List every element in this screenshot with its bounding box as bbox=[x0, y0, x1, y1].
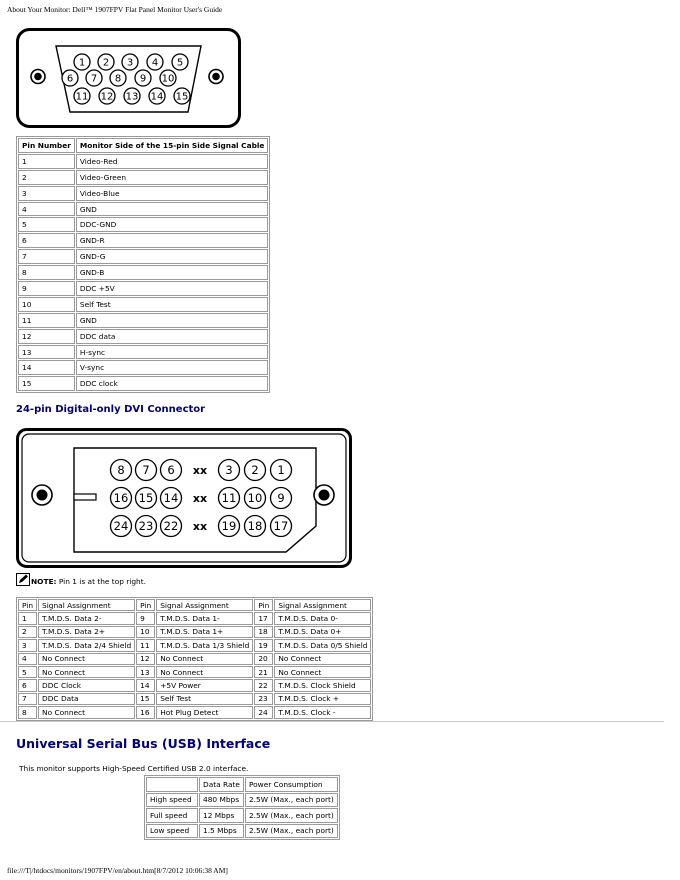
table-cell: 11 bbox=[18, 313, 75, 328]
table-row bbox=[18, 154, 268, 169]
table-cell: T.M.D.S. Data 0+ bbox=[274, 626, 371, 638]
table-row bbox=[18, 360, 268, 375]
dvi-blank-position: xx bbox=[192, 492, 208, 505]
vga-pin bbox=[110, 70, 126, 86]
section-divider bbox=[0, 721, 664, 722]
dvi-pin bbox=[136, 488, 157, 509]
table-cell: 6 bbox=[18, 233, 75, 248]
table-row bbox=[146, 808, 338, 823]
dvi-pin bbox=[161, 488, 182, 509]
table-row bbox=[18, 217, 268, 232]
column-header: Pin Number bbox=[18, 138, 75, 153]
table-cell: T.M.D.S. Data 2- bbox=[38, 612, 135, 624]
table-cell: Full speed bbox=[146, 808, 198, 823]
table-header-row bbox=[146, 777, 338, 792]
table-cell: T.M.D.S. Clock + bbox=[274, 693, 371, 705]
dvi-heading: 24-pin Digital-only DVI Connector bbox=[16, 404, 206, 415]
table-cell: 1 bbox=[18, 612, 37, 624]
dvi-pin bbox=[245, 460, 266, 481]
pin-number: 9 bbox=[277, 491, 285, 506]
table-cell: 14 bbox=[136, 679, 155, 691]
table-row bbox=[18, 693, 371, 705]
column-header bbox=[146, 777, 198, 792]
usb-heading: Universal Serial Bus (USB) Interface bbox=[16, 736, 271, 751]
table-cell: 17 bbox=[254, 612, 273, 624]
table-cell: 5 bbox=[18, 666, 37, 678]
table-row bbox=[18, 186, 268, 201]
table-row bbox=[18, 170, 268, 185]
table-row bbox=[18, 313, 268, 328]
table-cell: Low speed bbox=[146, 824, 198, 839]
dvi-pin bbox=[271, 460, 292, 481]
table-row bbox=[18, 639, 371, 651]
table-cell: 12 bbox=[18, 329, 75, 344]
table-cell: 20 bbox=[254, 653, 273, 665]
table-cell: 8 bbox=[18, 265, 75, 280]
pin-number: 15 bbox=[138, 491, 154, 506]
pin-number: 23 bbox=[138, 519, 154, 534]
table-cell: GND bbox=[76, 202, 269, 217]
table-cell: 16 bbox=[136, 706, 155, 718]
column-header: Pin bbox=[254, 599, 273, 611]
pin-number: 8 bbox=[117, 463, 125, 478]
note-label: NOTE: bbox=[31, 577, 57, 586]
table-cell: 15 bbox=[136, 693, 155, 705]
table-cell: High speed bbox=[146, 793, 198, 808]
table-cell: 9 bbox=[136, 612, 155, 624]
table-cell: 3 bbox=[18, 186, 75, 201]
table-row bbox=[146, 793, 338, 808]
table-cell: 15 bbox=[18, 376, 75, 391]
column-header: Signal Assignment bbox=[38, 599, 135, 611]
table-cell: 13 bbox=[136, 666, 155, 678]
vga-pin bbox=[174, 88, 190, 104]
table-cell: 7 bbox=[18, 693, 37, 705]
table-cell: 480 Mbps bbox=[199, 793, 244, 808]
note-text: Pin 1 is at the top right. bbox=[56, 577, 146, 586]
table-cell: Video-Red bbox=[76, 154, 269, 169]
table-row bbox=[18, 202, 268, 217]
table-row bbox=[18, 345, 268, 360]
table-cell: T.M.D.S. Clock Shield bbox=[274, 679, 371, 691]
table-cell: T.M.D.S. Data 1+ bbox=[156, 626, 253, 638]
pin-number: 4 bbox=[151, 57, 159, 69]
dvi-pin bbox=[219, 516, 240, 537]
vga-pin bbox=[160, 70, 176, 86]
pin-number: 10 bbox=[161, 73, 175, 85]
table-row bbox=[18, 626, 371, 638]
pin-number: 14 bbox=[150, 91, 164, 103]
table-cell: 11 bbox=[136, 639, 155, 651]
pin-number: 1 bbox=[78, 57, 86, 69]
table-row bbox=[18, 233, 268, 248]
table-cell: 1 bbox=[18, 154, 75, 169]
table-cell: 24 bbox=[254, 706, 273, 718]
column-header: Pin bbox=[136, 599, 155, 611]
table-cell: 6 bbox=[18, 679, 37, 691]
note bbox=[16, 573, 146, 586]
table-row bbox=[18, 329, 268, 344]
table-cell: DDC clock bbox=[76, 376, 269, 391]
usb-intro-text: This monitor supports High-Speed Certified USB 2.0 interface. bbox=[19, 764, 249, 773]
pin-number: 2 bbox=[102, 57, 110, 69]
table-cell: No Connect bbox=[274, 666, 371, 678]
vga-pin-table bbox=[16, 136, 270, 393]
table-cell: DDC-GND bbox=[76, 217, 269, 232]
table-cell: 3 bbox=[18, 639, 37, 651]
table-cell: 23 bbox=[254, 693, 273, 705]
table-cell: 7 bbox=[18, 249, 75, 264]
pin-number: 14 bbox=[163, 491, 179, 506]
table-row bbox=[18, 612, 371, 624]
pin-number: 11 bbox=[221, 491, 237, 506]
pin-number: 6 bbox=[66, 73, 74, 85]
pin-number: 5 bbox=[176, 57, 184, 69]
column-header: Power Consumption bbox=[245, 777, 338, 792]
table-row bbox=[18, 281, 268, 296]
pin-number: 15 bbox=[175, 91, 189, 103]
dvi-connector-diagram bbox=[16, 428, 352, 568]
table-cell: T.M.D.S. Data 1- bbox=[156, 612, 253, 624]
dvi-pin bbox=[111, 488, 132, 509]
dvi-blank-position: xx bbox=[192, 464, 208, 477]
vga-connector-diagram bbox=[16, 28, 244, 132]
pin-number: 22 bbox=[163, 519, 179, 534]
table-cell: 2.5W (Max., each port) bbox=[245, 808, 338, 823]
table-cell: No Connect bbox=[38, 653, 135, 665]
table-cell: V-sync bbox=[76, 360, 269, 375]
table-cell: No Connect bbox=[156, 653, 253, 665]
pin-number: 2 bbox=[251, 463, 259, 478]
dvi-pin bbox=[111, 460, 132, 481]
table-cell: 10 bbox=[136, 626, 155, 638]
vga-pin bbox=[135, 70, 151, 86]
pin-number: 6 bbox=[167, 463, 175, 478]
table-cell: T.M.D.S. Data 1/3 Shield bbox=[156, 639, 253, 651]
pin-number: 24 bbox=[113, 519, 129, 534]
table-row bbox=[18, 706, 371, 718]
table-cell: 2 bbox=[18, 170, 75, 185]
note-pencil-icon bbox=[16, 573, 30, 586]
dvi-pin bbox=[245, 488, 266, 509]
table-cell: 19 bbox=[254, 639, 273, 651]
table-header-row bbox=[18, 599, 371, 611]
column-header: Monitor Side of the 15-pin Side Signal Cable bbox=[76, 138, 269, 153]
table-cell: Video-Green bbox=[76, 170, 269, 185]
table-cell: T.M.D.S. Data 2+ bbox=[38, 626, 135, 638]
table-cell: 13 bbox=[18, 345, 75, 360]
table-cell: 2 bbox=[18, 626, 37, 638]
table-cell: 21 bbox=[254, 666, 273, 678]
column-header: Signal Assignment bbox=[274, 599, 371, 611]
table-row bbox=[18, 679, 371, 691]
table-cell: 10 bbox=[18, 297, 75, 312]
table-cell: T.M.D.S. Data 2/4 Shield bbox=[38, 639, 135, 651]
table-cell: DDC +5V bbox=[76, 281, 269, 296]
footer-url: file:///T|/htdocs/monitors/1907FPV/en/about.htm[8/7/2012 10:06:38 AM] bbox=[7, 866, 228, 875]
table-row bbox=[18, 666, 371, 678]
table-cell: +5V Power bbox=[156, 679, 253, 691]
table-cell: T.M.D.S. Data 0- bbox=[274, 612, 371, 624]
vga-pin bbox=[98, 54, 114, 70]
dvi-pin bbox=[136, 516, 157, 537]
pin-number: 10 bbox=[247, 491, 263, 506]
table-header-row bbox=[18, 138, 268, 153]
vga-pin bbox=[124, 88, 140, 104]
page-title: About Your Monitor: Dell™ 1907FPV Flat Panel Monitor User's Guide bbox=[7, 5, 223, 14]
table-cell: 12 bbox=[136, 653, 155, 665]
table-cell: 14 bbox=[18, 360, 75, 375]
pin-number: 7 bbox=[90, 73, 98, 85]
table-cell: 4 bbox=[18, 653, 37, 665]
vga-pin bbox=[122, 54, 138, 70]
table-cell: GND-G bbox=[76, 249, 269, 264]
table-cell: No Connect bbox=[38, 666, 135, 678]
table-cell: 12 Mbps bbox=[199, 808, 244, 823]
table-row bbox=[18, 249, 268, 264]
dvi-pin bbox=[271, 516, 292, 537]
table-cell: DDC Data bbox=[38, 693, 135, 705]
pin-number: 18 bbox=[247, 519, 263, 534]
table-cell: 5 bbox=[18, 217, 75, 232]
column-header: Data Rate bbox=[199, 777, 244, 792]
table-cell: Self Test bbox=[76, 297, 269, 312]
column-header: Pin bbox=[18, 599, 37, 611]
pin-number: 8 bbox=[114, 73, 122, 85]
pin-number: 11 bbox=[75, 91, 89, 103]
table-cell: 9 bbox=[18, 281, 75, 296]
table-cell: DDC Clock bbox=[38, 679, 135, 691]
dvi-pin bbox=[161, 460, 182, 481]
dvi-blank-position: xx bbox=[192, 520, 208, 533]
table-cell: Video-Blue bbox=[76, 186, 269, 201]
table-row bbox=[146, 824, 338, 839]
pin-number: 19 bbox=[221, 519, 237, 534]
table-cell: GND-B bbox=[76, 265, 269, 280]
dvi-pin bbox=[161, 516, 182, 537]
table-cell: GND bbox=[76, 313, 269, 328]
vga-pin bbox=[149, 88, 165, 104]
pin-number: 1 bbox=[277, 463, 285, 478]
vga-pin bbox=[74, 88, 90, 104]
table-cell: No Connect bbox=[38, 706, 135, 718]
dvi-pin bbox=[111, 516, 132, 537]
table-cell: Hot Plug Detect bbox=[156, 706, 253, 718]
dvi-pin bbox=[271, 488, 292, 509]
vga-pin bbox=[74, 54, 90, 70]
table-row bbox=[18, 653, 371, 665]
pin-number: 3 bbox=[225, 463, 233, 478]
table-cell: 18 bbox=[254, 626, 273, 638]
table-cell: DDC data bbox=[76, 329, 269, 344]
pin-number: 17 bbox=[273, 519, 289, 534]
pin-number: 13 bbox=[125, 91, 139, 103]
dvi-pin bbox=[136, 460, 157, 481]
table-cell: T.M.D.S. Clock - bbox=[274, 706, 371, 718]
table-cell: 1.5 Mbps bbox=[199, 824, 244, 839]
dvi-pin bbox=[219, 460, 240, 481]
table-cell: 2.5W (Max., each port) bbox=[245, 793, 338, 808]
vga-pin bbox=[86, 70, 102, 86]
table-cell: 4 bbox=[18, 202, 75, 217]
pin-number: 16 bbox=[113, 491, 129, 506]
column-header: Signal Assignment bbox=[156, 599, 253, 611]
pin-number: 12 bbox=[100, 91, 114, 103]
vga-pin bbox=[147, 54, 163, 70]
vga-pin bbox=[172, 54, 188, 70]
table-row bbox=[18, 297, 268, 312]
table-cell: 8 bbox=[18, 706, 37, 718]
dvi-pin bbox=[219, 488, 240, 509]
table-cell: T.M.D.S. Data 0/5 Shield bbox=[274, 639, 371, 651]
table-cell: Self Test bbox=[156, 693, 253, 705]
dvi-pin bbox=[245, 516, 266, 537]
usb-spec-table bbox=[144, 775, 340, 840]
table-row bbox=[18, 376, 268, 391]
pin-number: 7 bbox=[142, 463, 150, 478]
vga-pin bbox=[99, 88, 115, 104]
pin-number: 3 bbox=[126, 57, 134, 69]
table-cell: GND-R bbox=[76, 233, 269, 248]
pin-number: 9 bbox=[139, 73, 147, 85]
table-cell: No Connect bbox=[156, 666, 253, 678]
table-cell: 22 bbox=[254, 679, 273, 691]
vga-pin bbox=[62, 70, 78, 86]
table-row bbox=[18, 265, 268, 280]
table-cell: 2.5W (Max., each port) bbox=[245, 824, 338, 839]
table-cell: H-sync bbox=[76, 345, 269, 360]
dvi-pin-table bbox=[16, 597, 373, 721]
table-cell: No Connect bbox=[274, 653, 371, 665]
